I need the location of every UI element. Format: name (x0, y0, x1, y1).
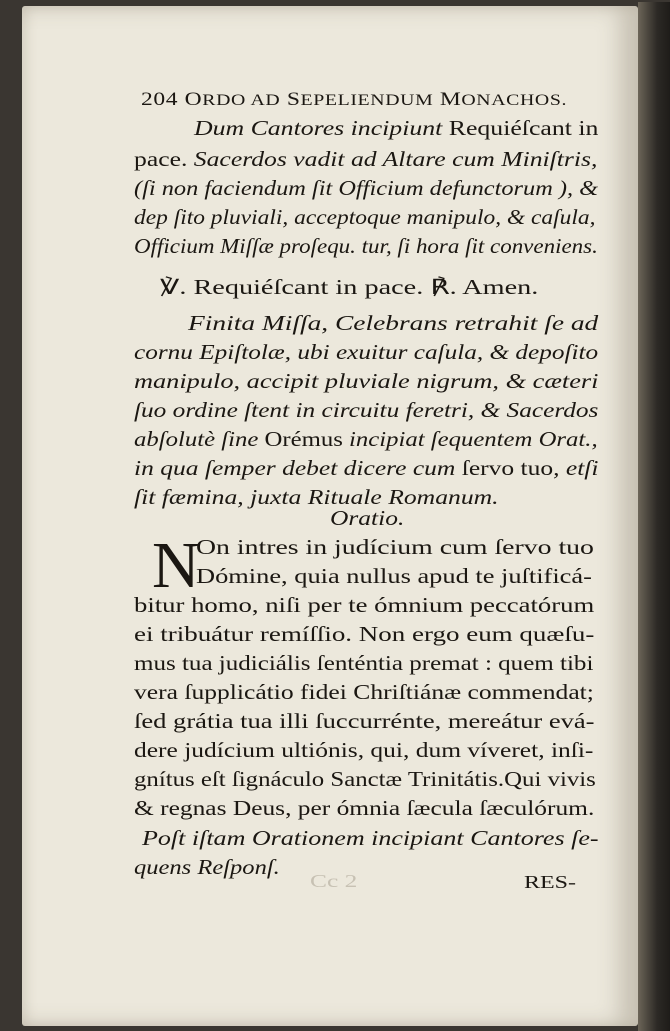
text-line (134, 711, 595, 732)
text-segment: gnítus eſt ſignáculo Sanctæ Trinitátis.Qui vivis (134, 767, 596, 791)
running-title: ORDO AD SEPELIENDUM MONACHOS. (184, 89, 568, 110)
text-segment: dep ſito pluviali, acceptoque manipulo, & caſula, (134, 205, 596, 229)
running-header (141, 90, 567, 109)
signature-mark: Cc 2 (310, 871, 358, 891)
text-segment: manipulo, accipit pluviale nigrum, & cæteri (134, 369, 599, 393)
text-segment: ſed grátia tua illi ſuccurrénte, mereátur evá- (134, 709, 595, 733)
text-line (134, 624, 594, 645)
text-segment: vera ſupplicátio fidei Chriſtiánæ commendat; (134, 680, 594, 704)
book-gutter (638, 2, 670, 1031)
text-line (134, 487, 499, 508)
text-segment: mus tua judiciális ſenténtia premat : quem tibi (134, 651, 594, 675)
text-segment: Orémus (264, 427, 350, 451)
text-line (134, 149, 597, 170)
text-segment: & regnas Deus, per ómnia ſæcula ſæculórum. (134, 796, 595, 820)
book-page (22, 6, 638, 1026)
text-line (134, 342, 598, 363)
text-line (134, 429, 598, 450)
text-line (196, 537, 594, 558)
text-line (134, 458, 598, 479)
text-segment: dere judícium ultiónis, qui, dum víveret, inſi- (134, 738, 594, 762)
text-segment: Poſt iſtam Orationem incipiant Cantores ſe- (142, 826, 599, 850)
text-segment: Sacerdos vadit ad Altare cum Miniſtris, (193, 147, 598, 171)
text-line (134, 400, 598, 421)
text-segment: ℣. Requiéſcant in pace. ℟. Amen. (160, 275, 539, 299)
text-segment: ſervo tuo (461, 456, 554, 480)
text-line (330, 508, 404, 529)
text-segment: in qua ſemper debet dicere cum (134, 456, 462, 480)
text-line (134, 178, 598, 199)
text-line (134, 236, 598, 257)
text-segment: On intres in judícium cum ſervo tuo (196, 535, 594, 559)
text-segment: , etſi (553, 456, 599, 480)
text-segment: ei tribuátur remíſſio. Non ergo eum quæſu- (134, 622, 595, 646)
text-line (196, 566, 592, 587)
drop-cap: N (152, 529, 200, 602)
text-line (134, 769, 596, 790)
text-segment: bitur homo, niſi per te ómnium peccatórum (134, 593, 595, 617)
text-line (134, 207, 595, 228)
text-segment: quens Reſponſ. (134, 855, 280, 879)
text-line (194, 118, 598, 139)
text-line (134, 857, 280, 878)
text-segment: pace. (134, 147, 194, 171)
text-line (134, 798, 594, 819)
text-segment: (ſi non faciendum ſit Officium defunctorum ), & (134, 176, 599, 200)
text-line (134, 682, 594, 703)
text-segment: Dum Cantores incipiunt (194, 116, 449, 140)
text-segment: Oratio. (330, 506, 405, 530)
text-line (134, 371, 598, 392)
text-segment: cornu Epiſtolæ, ubi exuitur caſula, & depoſito (134, 340, 599, 364)
text-line (134, 595, 594, 616)
text-segment: incipiat ſequentem Orat., (349, 427, 598, 451)
text-line (188, 313, 598, 334)
text-segment: ſit fæmina, juxta Rituale Romanum. (134, 485, 499, 509)
text-segment: Officium Miſſæ proſequ. tur, ſi hora ſit conveniens. (134, 234, 598, 258)
page-number: 204 (141, 89, 185, 110)
text-line (134, 653, 593, 674)
text-segment: Dómine, quia nullus apud te juſtificá- (196, 564, 592, 588)
text-segment: Finita Miſſa, Celebrans retrahit ſe ad (188, 311, 599, 335)
text-line (160, 277, 538, 298)
text-segment: abſolutè ſine (134, 427, 265, 451)
text-line (134, 740, 593, 761)
text-segment: ſuo ordine ſtent in circuitu feretri, & Sacerdos (134, 398, 599, 422)
catchword: RES- (524, 872, 577, 892)
text-segment: Requiéſcant in (448, 116, 599, 140)
text-line (142, 828, 599, 849)
